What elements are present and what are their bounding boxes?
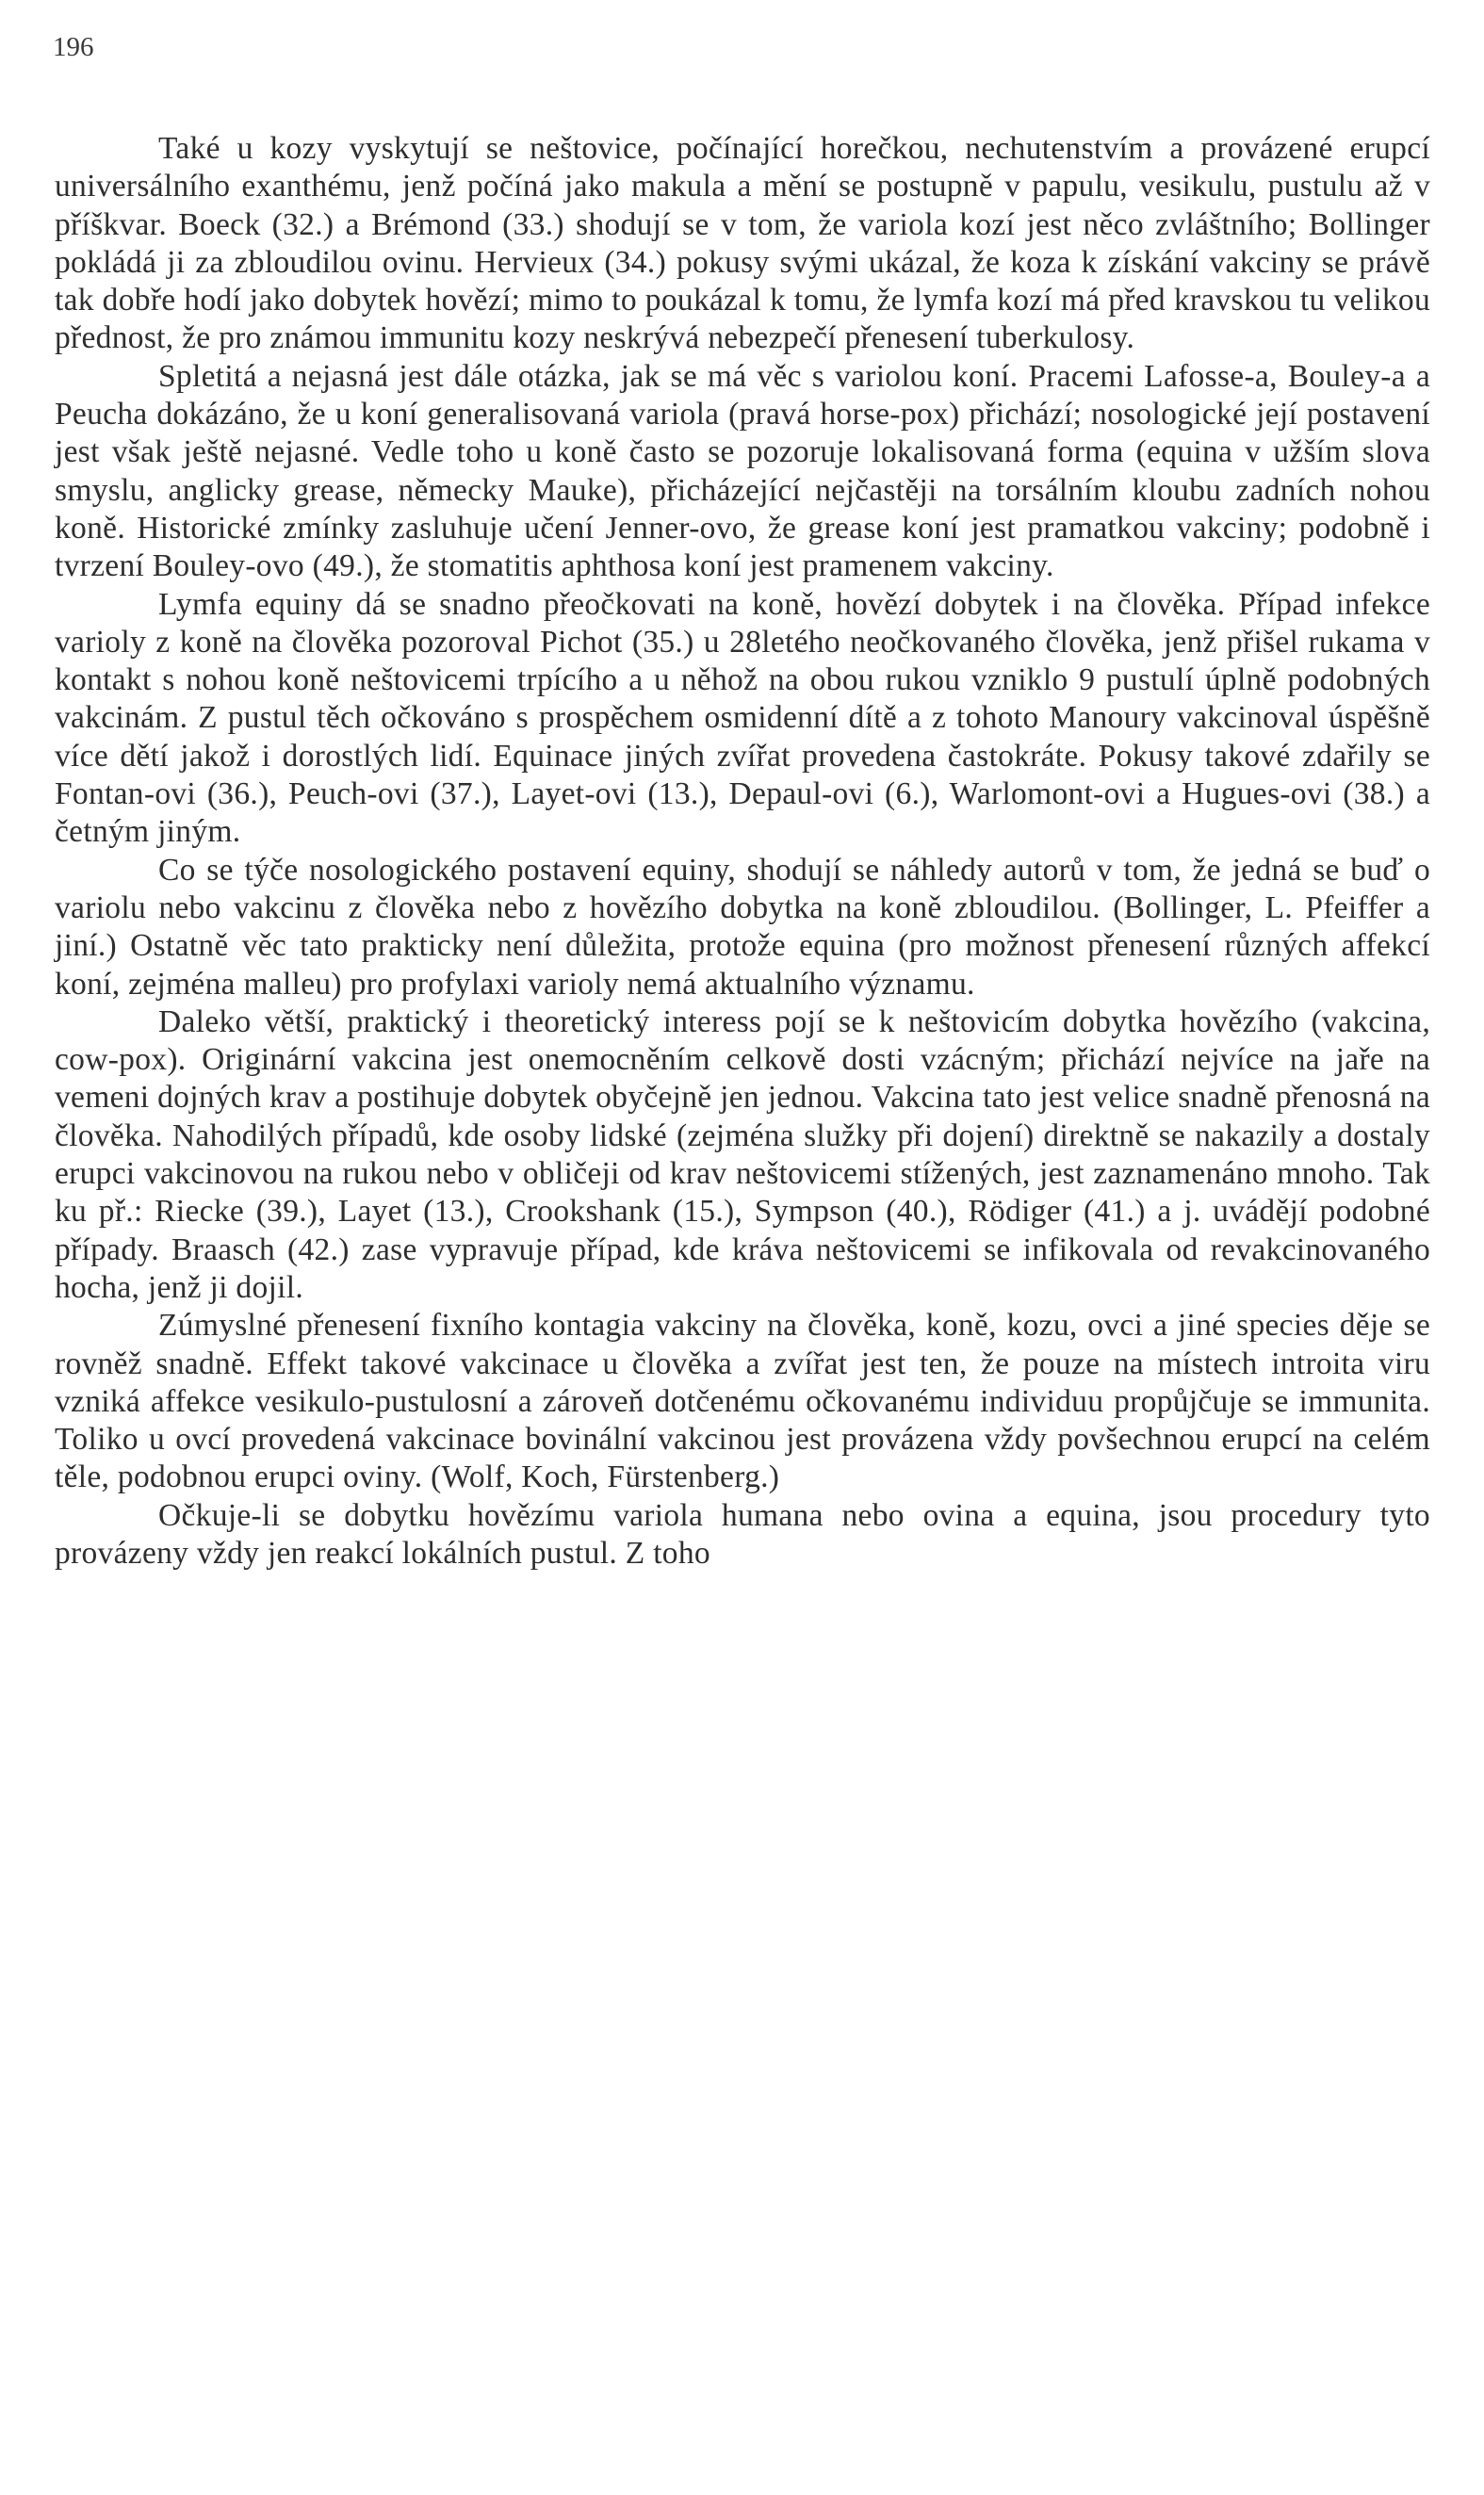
paragraph: Očkuje-li se dobytku hovězímu variola humana nebo ovina a equina, jsou procedury tyto provázeny vždy jen reakcí lokálních pustul. Z toho [55,1497,1430,1571]
page-number: 196 [53,32,94,62]
paragraph: Spletitá a nejasná jest dále otázka, jak se má věc s variolou koní. Pracemi Lafosse-a, Bouley-a a Peucha dokázáno, že u koní generalisovaná variola (pravá horse-pox) přichází; nosologické její postavení jest však ještě nejasné. Vedle toho u koně často se pozoruje lokalisovaná forma (equina v užším slova smyslu, anglicky grease, německy Mauke), přicházející nejčastěji na torsálním kloubu zadních nohou koně. Historické zmínky zasluhuje učení Jenner-ovo, že grease koní jest pramatkou vakciny; podobně i tvrzení Bouley-ovo (49.), že stomatitis aphthosa koní jest pramenem vakciny. [55,358,1430,584]
paragraph: Lymfa equiny dá se snadno přeočkovati na koně, hovězí dobytek i na člověka. Případ infekce varioly z koně na člověka pozoroval Pichot (35.) u 28letého neočkovaného člověka, jenž přišel rukama v kontakt s nohou koně neštovicemi trpícího a u něhož na obou rukou vzniklo 9 pustulí úplně podobných vakcinám. Z pustul těch očkováno s prospěchem osmidenní dítě a z tohoto Manoury vakcinoval úspěšně více dětí jakož i dorostlých lidí. Equinace jiných zvířat provedena častokráte. Pokusy takové zdařily se Fontan-ovi (36.), Peuch-ovi (37.), Layet-ovi (13.), Depaul-ovi (6.), Warlomont-ovi a Hugues-ovi (38.) a četným jiným. [55,586,1430,850]
body-text [55,130,1430,1573]
paragraph: Daleko větší, praktický i theoretický interess pojí se k neštovicím dobytka hovězího (vakcina, cow-pox). Originární vakcina jest onemocněním celkově dosti vzácným; přichází nejvíce na jaře na vemeni dojných krav a postihuje dobytek obyčejně jen jednou. Vakcina tato jest velice snadně přenosná na člověka. Nahodilých případů, kde osoby lidské (zejména služky při dojení) direktně se nakazily a dostaly erupci vakcinovou na rukou nebo v obličeji od krav neštovicemi stížených, jest zaznamenáno mnoho. Tak ku př.: Riecke (39.), Layet (13.), Crookshank (15.), Sympson (40.), Rödiger (41.) a j. uvádějí podobné případy. Braasch (42.) zase vypravuje případ, kde kráva neštovicemi se infikovala od revakcinovaného hocha, jenž ji dojil. [55,1003,1430,1305]
paragraph: Také u kozy vyskytují se neštovice, počínající horečkou, nechutenstvím a provázené erupcí universálního exanthému, jenž počíná jako makula a mění se postupně v papulu, vesikulu, pustulu až v příškvar. Boeck (32.) a Brémond (33.) shodují se v tom, že variola kozí jest něco zvláštního; Bollinger pokládá ji za zbloudilou ovinu. Hervieux (34.) pokusy svými ukázal, že koza k získání vakciny se právě tak dobře hodí jako dobytek hovězí; mimo to poukázal k tomu, že lymfa kozí má před kravskou tu velikou přednost, že pro známou immunitu kozy neskrývá nebezpečí přenesení tuberkulosy. [55,131,1430,356]
paragraph: Co se týče nosologického postavení equiny, shodují se náhledy autorů v tom, že jedná se buď o variolu nebo vakcinu z člověka nebo z hovězího dobytka na koně zbloudilou. (Bollinger, L. Pfeiffer a jiní.) Ostatně věc tato prakticky není důležita, protože equina (pro možnost přenesení různých affekcí koní, zejména malleu) pro profylaxi varioly nemá aktualního významu. [55,852,1430,1002]
paragraph: Zúmyslné přenesení fixního kontagia vakciny na člověka, koně, kozu, ovci a jiné species děje se rovněž snadně. Effekt takové vakcinace u člověka a zvířat jest ten, že pouze na místech introita viru vzniká affekce vesikulo-pustulosní a zároveň dotčenému očkovanému individuu propůjčuje se immunita. Toliko u ovcí provedená vakcinace bovinální vakcinou jest provázena vždy povšechnou erupcí na celém těle, podobnou erupci oviny. (Wolf, Koch, Fürstenberg.) [55,1308,1430,1495]
